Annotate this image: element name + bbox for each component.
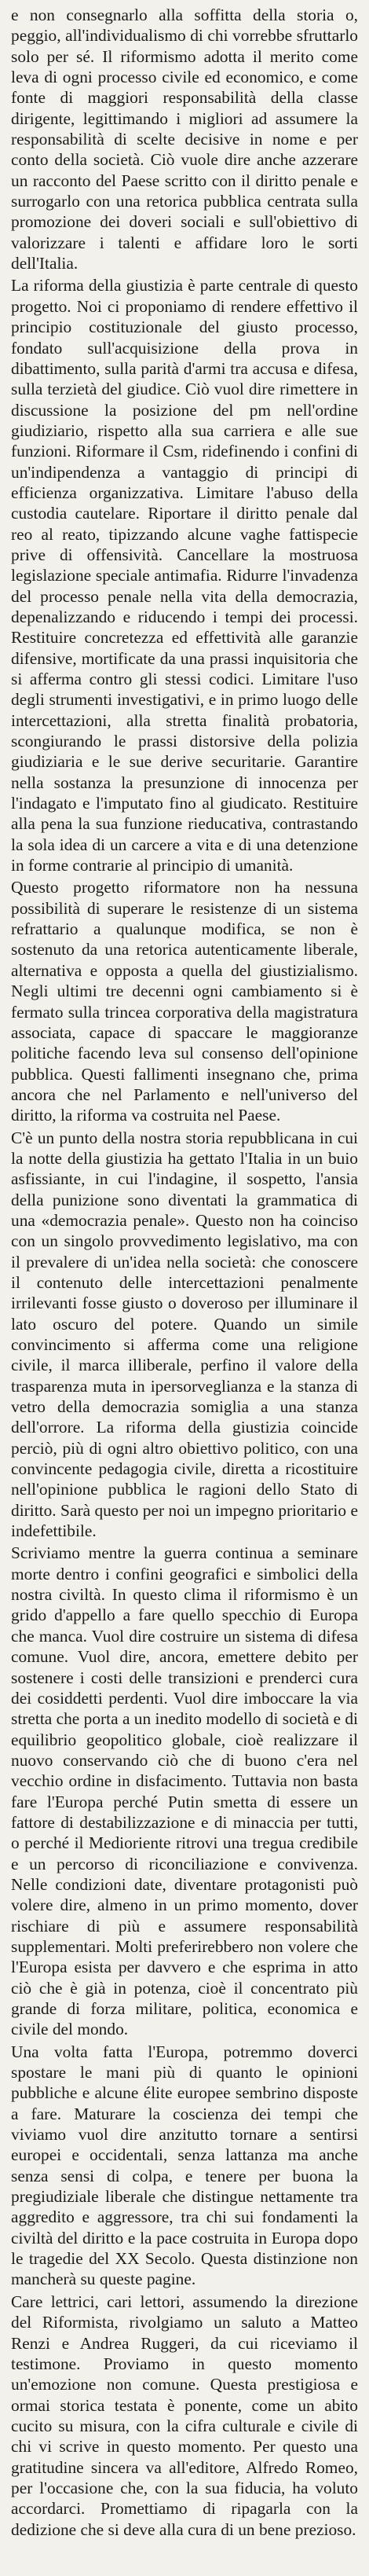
article-paragraph: Care lettrici, cari lettori, assumendo la direzione del Riformista, rivolgiamo un saluto a Matteo Renzi e Andrea Ruggeri, da cui riceviamo il testimone. Proviamo in questo momento un'emozione non comune. Questa prestigiosa e ormai storica testata è ponente, come un abito cucito su misura, con la cifra culturale e civile di chi vi scrive in questo momento. Per questo una gratitudine sincera va all'editore, Alfredo Romeo, per l'occasione che, con la sua fiducia, ha voluto accordarci. Promettiamo di ripagarla con la dedizione che si deve alla cura di un bene prezioso.: [11, 2292, 358, 2539]
article-paragraph: Scriviamo mentre la guerra continua a seminare morte dentro i confini geografici e simbolici della nostra civiltà. In questo clima il riformismo è un grido d'appello a fare quello specchio di Europa che manca. Vuol dire costruire un sistema di difesa comune. Vuol dire, ancora, emettere debito per sostenere i costi delle transizioni e prenderci cura dei cosiddetti perdenti. Vuol dire imboccare la via stretta che porta a un inedito modello di società e di equilibrio geopolitico globale, cioè realizzare il nuovo conservando ciò che di buono c'era nel vecchio ordine in disfacimento. Tuttavia non basta fare l'Europa perché Putin smetta di essere un fattore di destabilizzazione e di minaccia per tutti, o perché il Medioriente ritrovi una tregua credibile e un percorso di riconciliazione e convivenza. Nelle condizioni date, diventare protagonisti può volere dire, almeno in un primo momento, dover rischiare di più e assumere responsabilità supplementari. Molti preferirebbero non volere che l'Europa esista per davvero e che esprima in atto ciò che è già in potenza, cioè il concentrato più grande di forza militare, politica, economica e civile del mondo.: [11, 1543, 358, 2039]
article-paragraph: Questo progetto riformatore non ha nessuna possibilità di superare le resistenze di un sistema refrattario a qualunque modifica, se non è sostenuto da una retorica autenticamente liberale, alternativa e opposta a quella del giustizialismo. Negli ultimi tre decenni ogni cambiamento si è fermato sulla trincea corporativa della magistratura associata, capace di spaccare le maggioranze politiche facendo leva sul consenso dell'opinione pubblica. Questi fallimenti insegnano che, prima ancora che nel Parlamento e nell'universo del diritto, la riforma va costruita nel Paese.: [11, 878, 358, 1125]
article-column: [11, 5, 358, 2540]
article-paragraph: Una volta fatta l'Europa, potremmo doverci spostare le mani più di quanto le opinioni pubbliche e alcune élite europee sembrino disposte a fare. Maturare la coscienza dei tempi che viviamo vuol dire anzitutto tornare a sentirsi europei e occidentali, senza lattanza ma anche senza sensi di colpa, e tenere per buona la pregiudiziale liberale che distingue nettamente tra aggredito e aggressore, tra chi sui fondamenti la civiltà del diritto e la pace costruita in Europa dopo le tragedie del XX Secolo. Questa distinzione non mancherà su queste pagine.: [11, 2042, 358, 2289]
article-paragraph: C'è un punto della nostra storia repubblicana in cui la notte della giustizia ha gettato l'Italia in un buio asfissiante, in cui l'indagine, il sospetto, l'ansia della punizione sono diventati la grammatica di una «democrazia penale». Questo non ha coinciso con un singolo provvedimento legislativo, ma con il prevalere di un'idea nella società: che conoscere il contenuto delle intercettazioni penalmente irrilevanti fosse giusto o doveroso per illuminare il lato oscuro del potere. Quando un simile convincimento si afferma come una religione civile, il marca illiberale, perfino il valore della trasparenza muta in ipersorveglianza e la stanza di vetro della democrazia somiglia a una stanza dell'orrore. La riforma della giustizia coincide perciò, più di ogni altro obiettivo politico, con una convincente pedagogia civile, diretta a ricostituire nell'opinione pubblica le ragioni dello Stato di diritto. Sarà questo per noi un impegno prioritario e indefettibile.: [11, 1128, 358, 1541]
article-paragraph: e non consegnarlo alla soffitta della storia o, peggio, all'individualismo di chi vorrebbe sfruttarlo solo per sé. Il riformismo adotta il merito come leva di ogni processo civile ed economico, e come fonte di maggiori responsabilità della classe dirigente, legittimando i migliori ad assumere la responsabilità di scelte decisive in nome e per conto della società. Ciò vuole dire anche azzerare un racconto del Paese scritto con il diritto penale e surrogarlo con una retorica pubblica centrata sulla promozione dei doveri sociali e sull'obiettivo di valorizzare i talenti e affidare loro le sorti dell'Italia.: [11, 6, 358, 273]
article-paragraph: La riforma della giustizia è parte centrale di questo progetto. Noi ci proponiamo di rendere effettivo il principio costituzionale del giusto processo, fondato sull'acquisizione della prova in dibattimento, sulla parità d'armi tra accusa e difesa, sulla terzietà del giudice. Ciò vuol dire rimettere in discussione la posizione del pm nell'ordine giudiziario, rispetto alla sua carriera e alle sue funzioni. Riformare il Csm, ridefinendo i confini di un'indipendenza a vantaggio di principi di efficienza organizzativa. Limitare l'abuso della custodia cautelare. Riportare il diritto penale dal reo al reato, tipizzando alcune vaghe fattispecie prive di offensività. Cancellare la mostruosa legislazione speciale antimafia. Ridurre l'invadenza del processo penale nella vita della democrazia, depenalizzando e riducendo i tempi dei processi. Restituire concretezza ed effettività alle garanzie difensive, mortificate da una prassi inquisitoria che si afferma contro gli stessi codici. Limitare l'uso degli strumenti investigativi, e in primo luogo delle intercettazioni, alla stretta finalità probatoria, scongiurando le prassi distorsive della polizia giudiziaria e le sue derive securitarie. Garantire nella sostanza la presunzione di innocenza per l'indagato e l'imputato fino al giudicato. Restituire alla pena la sua funzione rieducativa, contrastando la sola idea di un carcere a vita e di una detenzione in forme contrarie al principio di umanità.: [11, 276, 358, 875]
